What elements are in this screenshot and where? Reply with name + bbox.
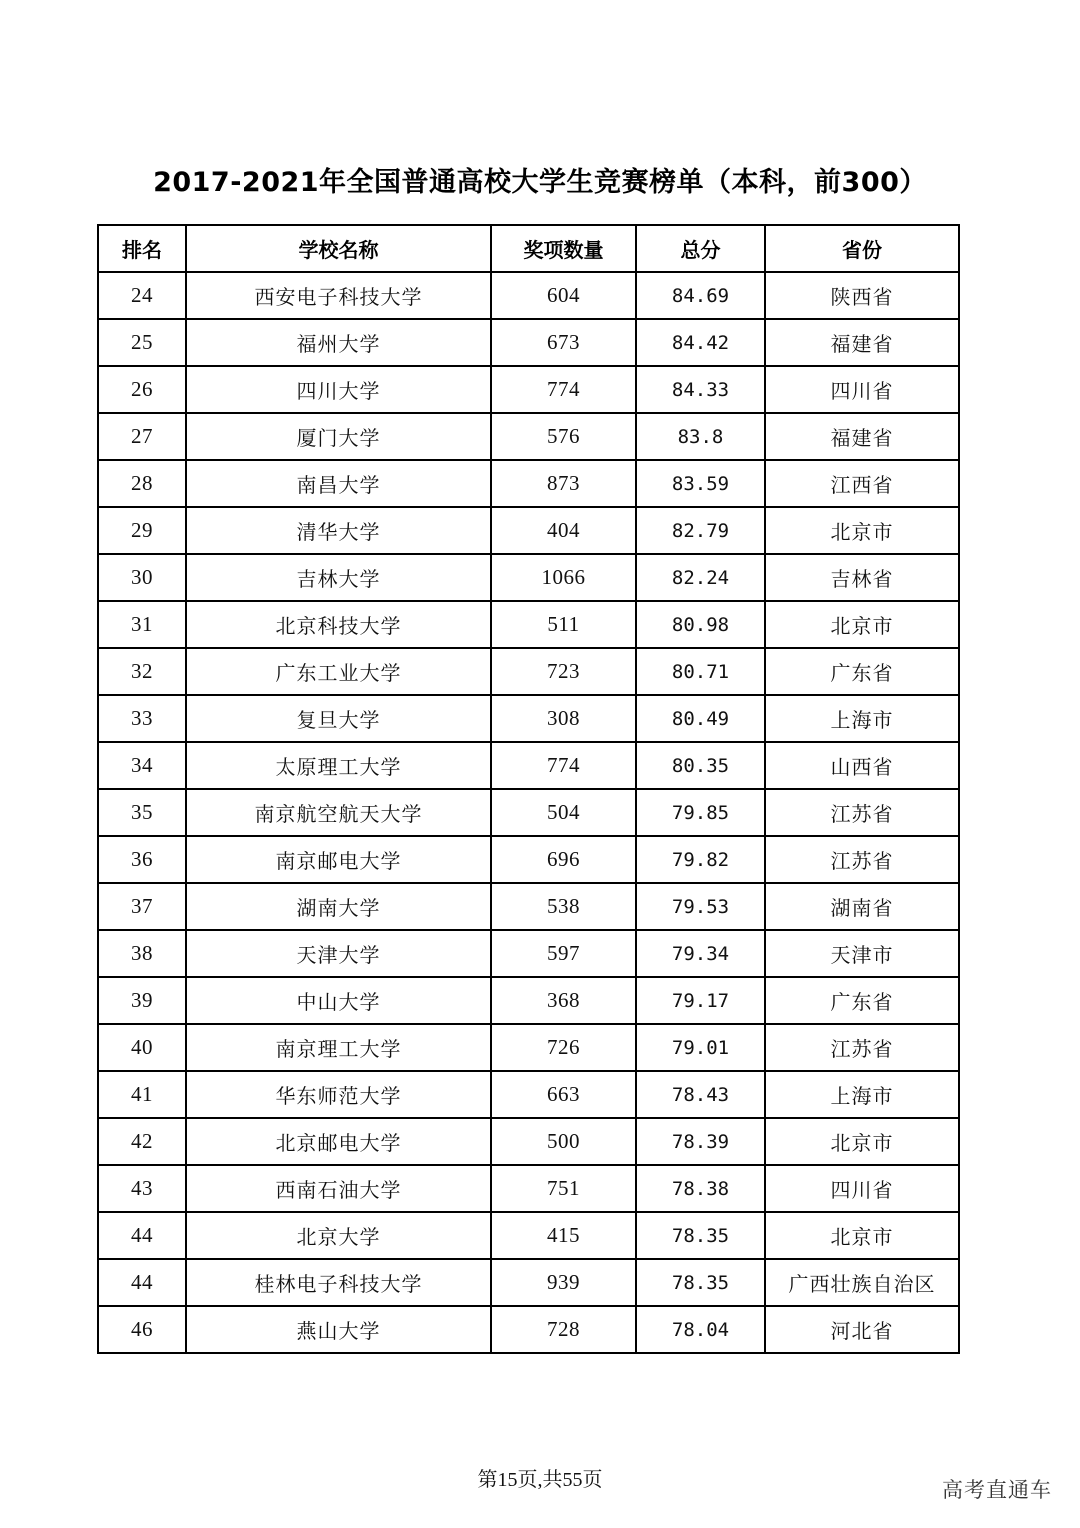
cell-awards: 368 [491,977,636,1024]
table-row [98,836,959,883]
cell-awards: 511 [491,601,636,648]
cell-province: 江苏省 [765,1024,959,1071]
header-score: 总分 [636,225,765,272]
cell-school: 厦门大学 [186,413,491,460]
cell-awards: 723 [491,648,636,695]
cell-awards: 751 [491,1165,636,1212]
table-row [98,1306,959,1353]
cell-rank: 41 [98,1071,186,1118]
cell-school: 南京理工大学 [186,1024,491,1071]
cell-rank: 33 [98,695,186,742]
cell-rank: 25 [98,319,186,366]
header-awards: 奖项数量 [491,225,636,272]
cell-rank: 39 [98,977,186,1024]
cell-score: 78.35 [636,1212,765,1259]
cell-province: 江苏省 [765,836,959,883]
cell-school: 南京邮电大学 [186,836,491,883]
table-row [98,507,959,554]
cell-school: 太原理工大学 [186,742,491,789]
table-row [98,1259,959,1306]
cell-score: 80.98 [636,601,765,648]
cell-province: 北京市 [765,1118,959,1165]
cell-score: 79.53 [636,883,765,930]
cell-awards: 538 [491,883,636,930]
cell-awards: 726 [491,1024,636,1071]
cell-school: 桂林电子科技大学 [186,1259,491,1306]
cell-score: 78.39 [636,1118,765,1165]
cell-province: 江西省 [765,460,959,507]
cell-school: 中山大学 [186,977,491,1024]
cell-score: 82.79 [636,507,765,554]
cell-score: 80.35 [636,742,765,789]
table-row [98,1165,959,1212]
cell-province: 山西省 [765,742,959,789]
cell-rank: 44 [98,1259,186,1306]
cell-school: 西安电子科技大学 [186,272,491,319]
cell-school: 湖南大学 [186,883,491,930]
cell-school: 燕山大学 [186,1306,491,1353]
table-row [98,366,959,413]
table-row [98,742,959,789]
cell-rank: 44 [98,1212,186,1259]
cell-score: 79.82 [636,836,765,883]
cell-score: 84.33 [636,366,765,413]
table-row [98,460,959,507]
cell-score: 78.38 [636,1165,765,1212]
cell-rank: 36 [98,836,186,883]
cell-province: 四川省 [765,366,959,413]
table-row [98,648,959,695]
cell-rank: 31 [98,601,186,648]
cell-score: 79.85 [636,789,765,836]
cell-rank: 26 [98,366,186,413]
cell-school: 南京航空航天大学 [186,789,491,836]
cell-rank: 46 [98,1306,186,1353]
cell-score: 78.43 [636,1071,765,1118]
cell-awards: 415 [491,1212,636,1259]
cell-province: 上海市 [765,1071,959,1118]
cell-rank: 43 [98,1165,186,1212]
header-school: 学校名称 [186,225,491,272]
cell-school: 北京大学 [186,1212,491,1259]
cell-score: 79.34 [636,930,765,977]
cell-score: 78.04 [636,1306,765,1353]
table-row [98,601,959,648]
cell-province: 江苏省 [765,789,959,836]
cell-awards: 696 [491,836,636,883]
cell-awards: 673 [491,319,636,366]
cell-province: 北京市 [765,507,959,554]
cell-school: 吉林大学 [186,554,491,601]
table-row [98,695,959,742]
cell-school: 广东工业大学 [186,648,491,695]
cell-score: 80.49 [636,695,765,742]
cell-awards: 576 [491,413,636,460]
cell-province: 北京市 [765,601,959,648]
table-row [98,930,959,977]
cell-province: 福建省 [765,413,959,460]
table-row [98,883,959,930]
cell-province: 福建省 [765,319,959,366]
cell-awards: 663 [491,1071,636,1118]
cell-rank: 40 [98,1024,186,1071]
cell-score: 79.17 [636,977,765,1024]
cell-awards: 774 [491,742,636,789]
cell-awards: 597 [491,930,636,977]
watermark: 高考直通车 [942,1478,1052,1502]
cell-awards: 500 [491,1118,636,1165]
cell-rank: 30 [98,554,186,601]
cell-rank: 27 [98,413,186,460]
cell-province: 北京市 [765,1212,959,1259]
cell-awards: 604 [491,272,636,319]
page-number: 第15页,共55页 [477,1469,603,1491]
cell-school: 福州大学 [186,319,491,366]
table-body [98,272,959,1353]
document-title: 2017-2021年全国普通高校大学生竞赛榜单（本科，前300） [153,167,927,198]
cell-score: 78.35 [636,1259,765,1306]
cell-school: 四川大学 [186,366,491,413]
table-row [98,977,959,1024]
table-row [98,413,959,460]
cell-school: 天津大学 [186,930,491,977]
cell-rank: 29 [98,507,186,554]
cell-school: 华东师范大学 [186,1071,491,1118]
table-row [98,1071,959,1118]
cell-school: 清华大学 [186,507,491,554]
cell-awards: 774 [491,366,636,413]
cell-province: 陕西省 [765,272,959,319]
cell-province: 河北省 [765,1306,959,1353]
cell-score: 83.8 [636,413,765,460]
table-row [98,789,959,836]
cell-school: 复旦大学 [186,695,491,742]
cell-province: 湖南省 [765,883,959,930]
cell-awards: 1066 [491,554,636,601]
cell-school: 西南石油大学 [186,1165,491,1212]
cell-rank: 32 [98,648,186,695]
cell-score: 79.01 [636,1024,765,1071]
cell-rank: 28 [98,460,186,507]
cell-awards: 404 [491,507,636,554]
cell-rank: 35 [98,789,186,836]
cell-rank: 38 [98,930,186,977]
cell-awards: 728 [491,1306,636,1353]
cell-score: 83.59 [636,460,765,507]
cell-school: 南昌大学 [186,460,491,507]
table-row [98,319,959,366]
cell-province: 上海市 [765,695,959,742]
table-row [98,272,959,319]
cell-school: 北京科技大学 [186,601,491,648]
cell-rank: 37 [98,883,186,930]
cell-rank: 24 [98,272,186,319]
cell-score: 82.24 [636,554,765,601]
header-province: 省份 [765,225,959,272]
cell-province: 四川省 [765,1165,959,1212]
cell-province: 广东省 [765,648,959,695]
cell-score: 80.71 [636,648,765,695]
table-row [98,1118,959,1165]
cell-province: 广西壮族自治区 [765,1259,959,1306]
cell-score: 84.69 [636,272,765,319]
cell-rank: 42 [98,1118,186,1165]
cell-province: 吉林省 [765,554,959,601]
cell-awards: 873 [491,460,636,507]
cell-province: 天津市 [765,930,959,977]
table-row [98,1212,959,1259]
cell-school: 北京邮电大学 [186,1118,491,1165]
table-header-row [98,225,959,272]
cell-awards: 504 [491,789,636,836]
cell-awards: 308 [491,695,636,742]
table-row [98,1024,959,1071]
cell-score: 84.42 [636,319,765,366]
cell-awards: 939 [491,1259,636,1306]
table-row [98,554,959,601]
cell-province: 广东省 [765,977,959,1024]
cell-rank: 34 [98,742,186,789]
ranking-table [97,224,960,1354]
header-rank: 排名 [98,225,186,272]
